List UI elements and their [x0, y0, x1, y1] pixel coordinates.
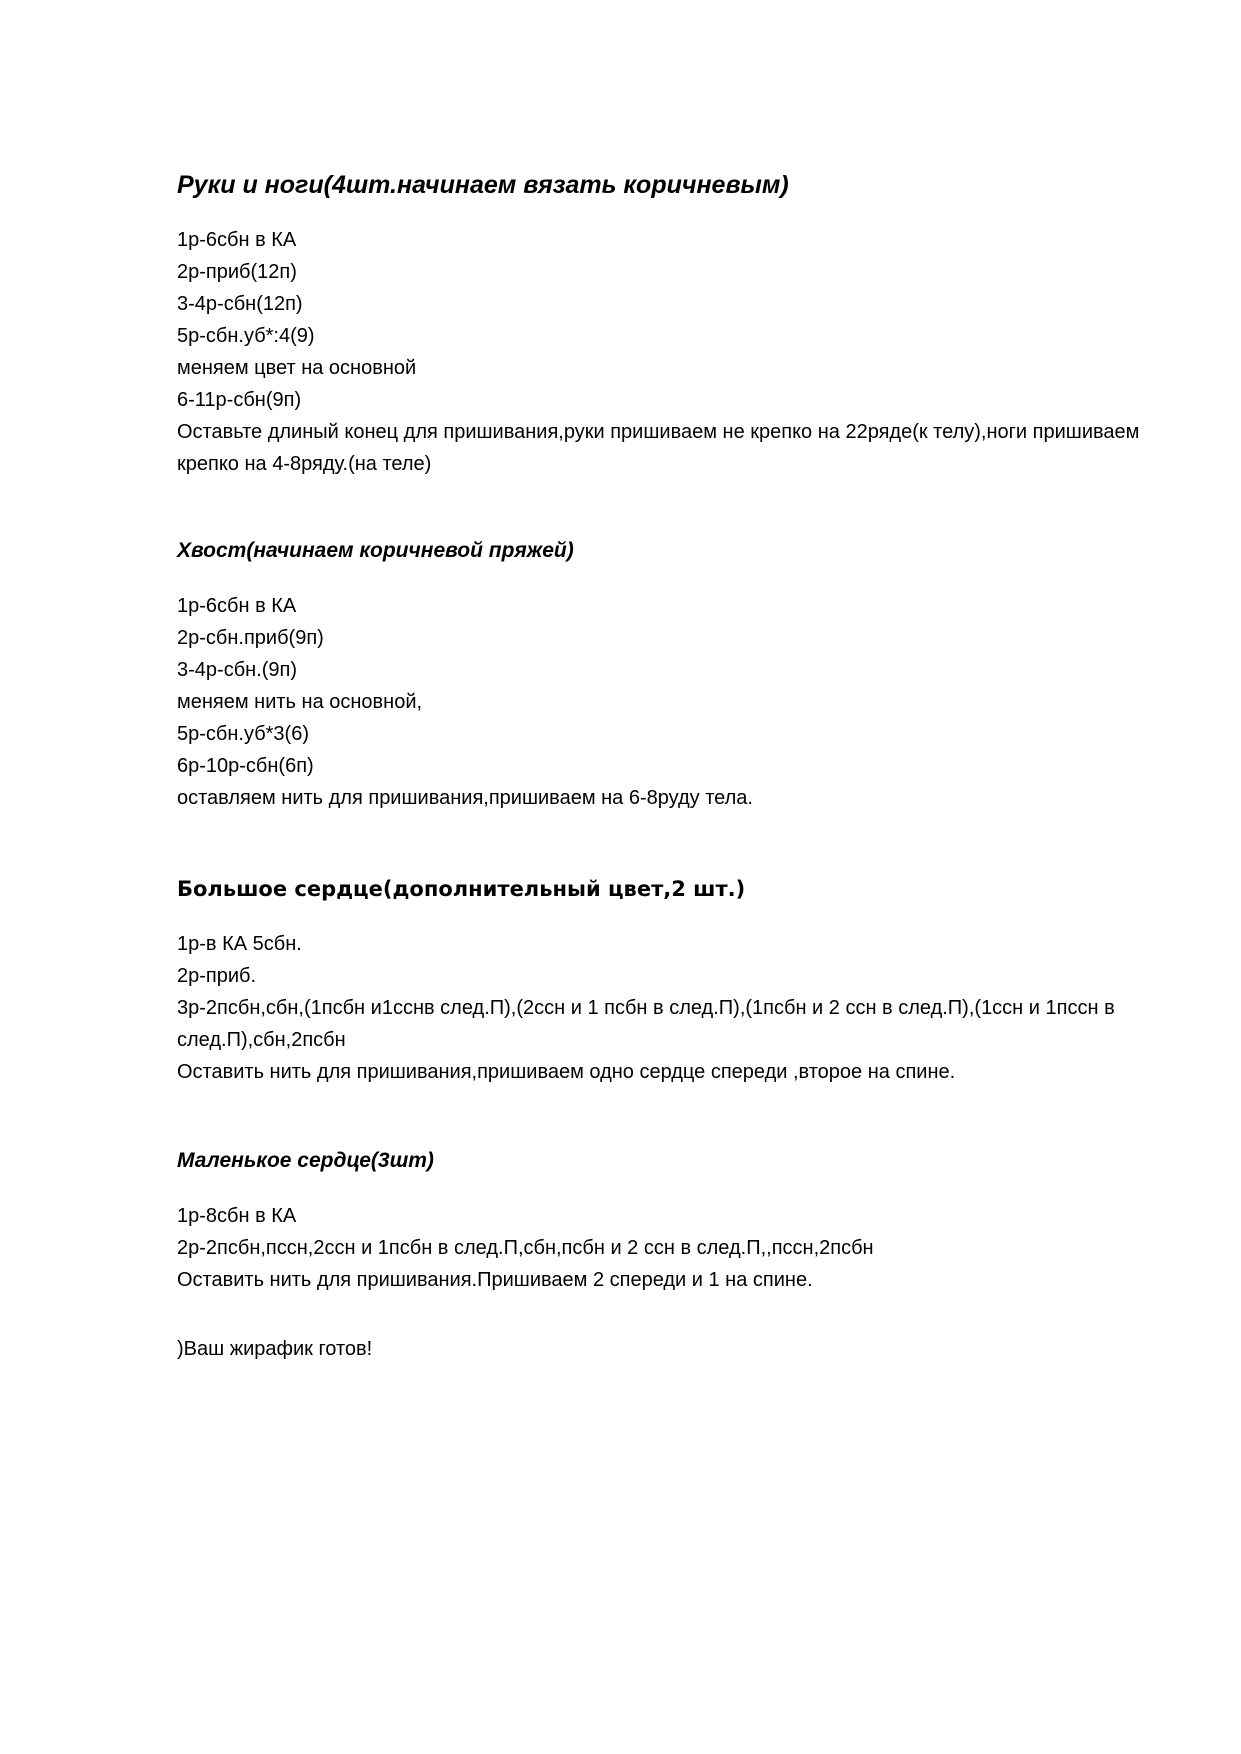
- closing-note: )Ваш жирафик готов!: [177, 1338, 373, 1360]
- instruction-line: 2р-приб(12п): [177, 261, 297, 283]
- instruction-line: оставляем нить для пришивания,пришиваем на 6-8руду тела.: [177, 787, 753, 809]
- instruction-line: 3-4р-сбн.(9п): [177, 659, 298, 681]
- instruction-line: 3-4р-сбн(12п): [177, 293, 303, 315]
- instruction-line: Оставить нить для пришивания.Пришиваем 2 спереди и 1 на спине.: [177, 1269, 813, 1291]
- instruction-line: 1р-в КА 5сбн.: [177, 933, 302, 955]
- section-tail: [177, 536, 1167, 814]
- instruction-list: [177, 1200, 1167, 1296]
- instruction-list: [177, 590, 1167, 814]
- section-big-heart: [177, 874, 1167, 1088]
- instruction-line: 6р-10р-сбн(6п): [177, 755, 314, 777]
- section-small-heart: [177, 1146, 1167, 1296]
- instruction-line: Оставьте длиный конец для пришивания,руки пришиваем не крепко на 22ряде(к телу),ноги пришиваем крепко на 4-8ряду.(на теле): [177, 421, 1140, 475]
- instruction-line: 2р-сбн.приб(9п): [177, 627, 324, 649]
- instruction-line: 3р-2псбн,сбн,(1псбн и1сснв след.П),(2ссн и 1 псбн в след.П),(1псбн и 2 ссн в след.П),(1ссн и 1пссн в след.П),сбн,2псбн: [177, 997, 1115, 1051]
- instruction-line: меняем цвет на основной: [177, 357, 417, 379]
- instruction-line: 5р-сбн.уб*:4(9): [177, 325, 315, 347]
- instruction-line: Оставить нить для пришивания,пришиваем одно сердце спереди ,второе на спине.: [177, 1061, 956, 1083]
- instruction-line: 2р-приб.: [177, 965, 257, 987]
- instruction-line: 5р-сбн.уб*3(6): [177, 723, 309, 745]
- instruction-line: меняем нить на основной,: [177, 691, 423, 713]
- instruction-line: 6-11р-сбн(9п): [177, 389, 302, 411]
- document-content: [177, 168, 1167, 1365]
- section-title: Хвост(начинаем коричневой пряжей): [177, 539, 574, 562]
- instruction-line: 1р-6сбн в КА: [177, 229, 297, 251]
- instruction-list: [177, 224, 1167, 480]
- instruction-line: 2р-2псбн,пссн,2ссн и 1псбн в след.П,сбн,псбн и 2 ссн в след.П,,пссн,2псбн: [177, 1237, 874, 1259]
- section-title: Руки и ноги(4шт.начинаем вязать коричневым): [177, 171, 789, 199]
- section-title: Большое сердце(дополнительный цвет,2 шт.): [177, 877, 746, 901]
- instruction-list: [177, 928, 1167, 1088]
- section-arms-legs: [177, 168, 1167, 480]
- instruction-line: 1р-6сбн в КА: [177, 595, 297, 617]
- instruction-line: 1р-8сбн в КА: [177, 1205, 297, 1227]
- section-title: Маленькое сердце(3шт): [177, 1149, 434, 1172]
